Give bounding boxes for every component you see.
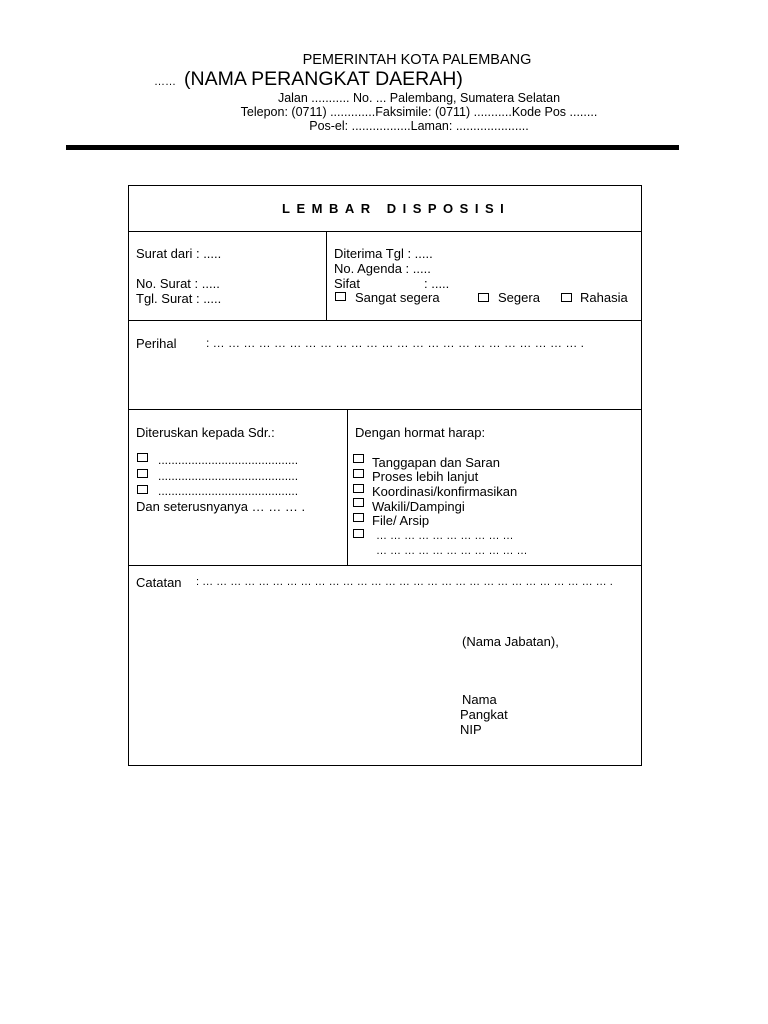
signatory-name: Nama [462,692,497,707]
form-title: LEMBAR DISPOSISI [282,201,511,216]
other-action-field[interactable]: … … … … … … … … … … [376,530,514,542]
recipient-2-field[interactable]: .......................................... [158,469,299,483]
perihal-label: Perihal [136,336,177,351]
wakili-label: Wakili/Dampingi [372,499,465,514]
recipient-3-field[interactable]: .......................................... [158,484,299,498]
wakili-checkbox[interactable] [353,498,364,507]
hormat-label: Dengan hormat harap: [355,425,486,440]
no-agenda-field[interactable]: No. Agenda : ..... [334,261,431,276]
sifat-label: Sifat [334,276,361,291]
diteruskan-label: Diteruskan kepada Sdr.: [136,425,275,440]
catatan-field[interactable]: : … … … … … … … … … … … … … … … … … … … … … … … … … … … … … . [196,576,613,588]
letterhead-rule [66,145,679,150]
row-divider [128,409,642,410]
column-divider [347,409,348,566]
perihal-field[interactable]: : … … … … … … … … … … … … … … … … … … … … … … … … . [206,336,585,350]
signatory-rank: Pangkat [460,707,508,722]
email-line: Pos-el: .................Laman: ..................... [309,119,529,133]
other-action-continuation[interactable]: … … … … … … … … … … … [376,545,528,557]
surat-dari-field[interactable]: Surat dari : ..... [136,246,222,261]
jabatan-name: (Nama Jabatan), [462,634,559,649]
no-surat-field[interactable]: No. Surat : ..... [136,276,220,291]
proses-label: Proses lebih lanjut [372,469,479,484]
koordinasi-label: Koordinasi/konfirmasikan [372,484,518,499]
signatory-nip: NIP [460,722,482,737]
sangat-segera-checkbox[interactable] [335,292,346,301]
government-name: PEMERINTAH KOTA PALEMBANG [302,52,532,68]
phone-line: Telepon: (0711) .............Faksimile: (0711) ...........Kode Pos ........ [240,105,598,119]
address-line: Jalan ........... No. ... Palembang, Sumatera Selatan [277,91,561,105]
row-divider [128,320,642,321]
recipient-3-checkbox[interactable] [137,485,148,494]
column-divider [326,231,327,321]
other-action-checkbox[interactable] [353,529,364,538]
sifat-value[interactable]: : ..... [424,276,450,291]
koordinasi-checkbox[interactable] [353,484,364,493]
catatan-label: Catatan [136,575,182,590]
row-divider [128,231,642,232]
dan-seterusnya: Dan seterusnyanya … … … . [136,499,306,514]
recipient-1-checkbox[interactable] [137,453,148,462]
sangat-segera-label: Sangat segera [355,290,440,305]
rahasia-checkbox[interactable] [561,293,572,302]
tanggapan-checkbox[interactable] [353,454,364,463]
recipient-1-field[interactable]: .......................................... [158,453,299,467]
unit-prefix: …… [154,76,176,88]
tanggapan-label: Tanggapan dan Saran [372,455,500,470]
segera-checkbox[interactable] [478,293,489,302]
diterima-tgl-field[interactable]: Diterima Tgl : ..... [334,246,433,261]
arsip-checkbox[interactable] [353,513,364,522]
proses-checkbox[interactable] [353,469,364,478]
arsip-label: File/ Arsip [372,513,430,528]
tgl-surat-field[interactable]: Tgl. Surat : ..... [136,291,222,306]
unit-name: (NAMA PERANGKAT DAERAH) [184,68,463,90]
rahasia-label: Rahasia [580,290,628,305]
recipient-2-checkbox[interactable] [137,469,148,478]
segera-label: Segera [498,290,540,305]
row-divider [128,565,642,566]
